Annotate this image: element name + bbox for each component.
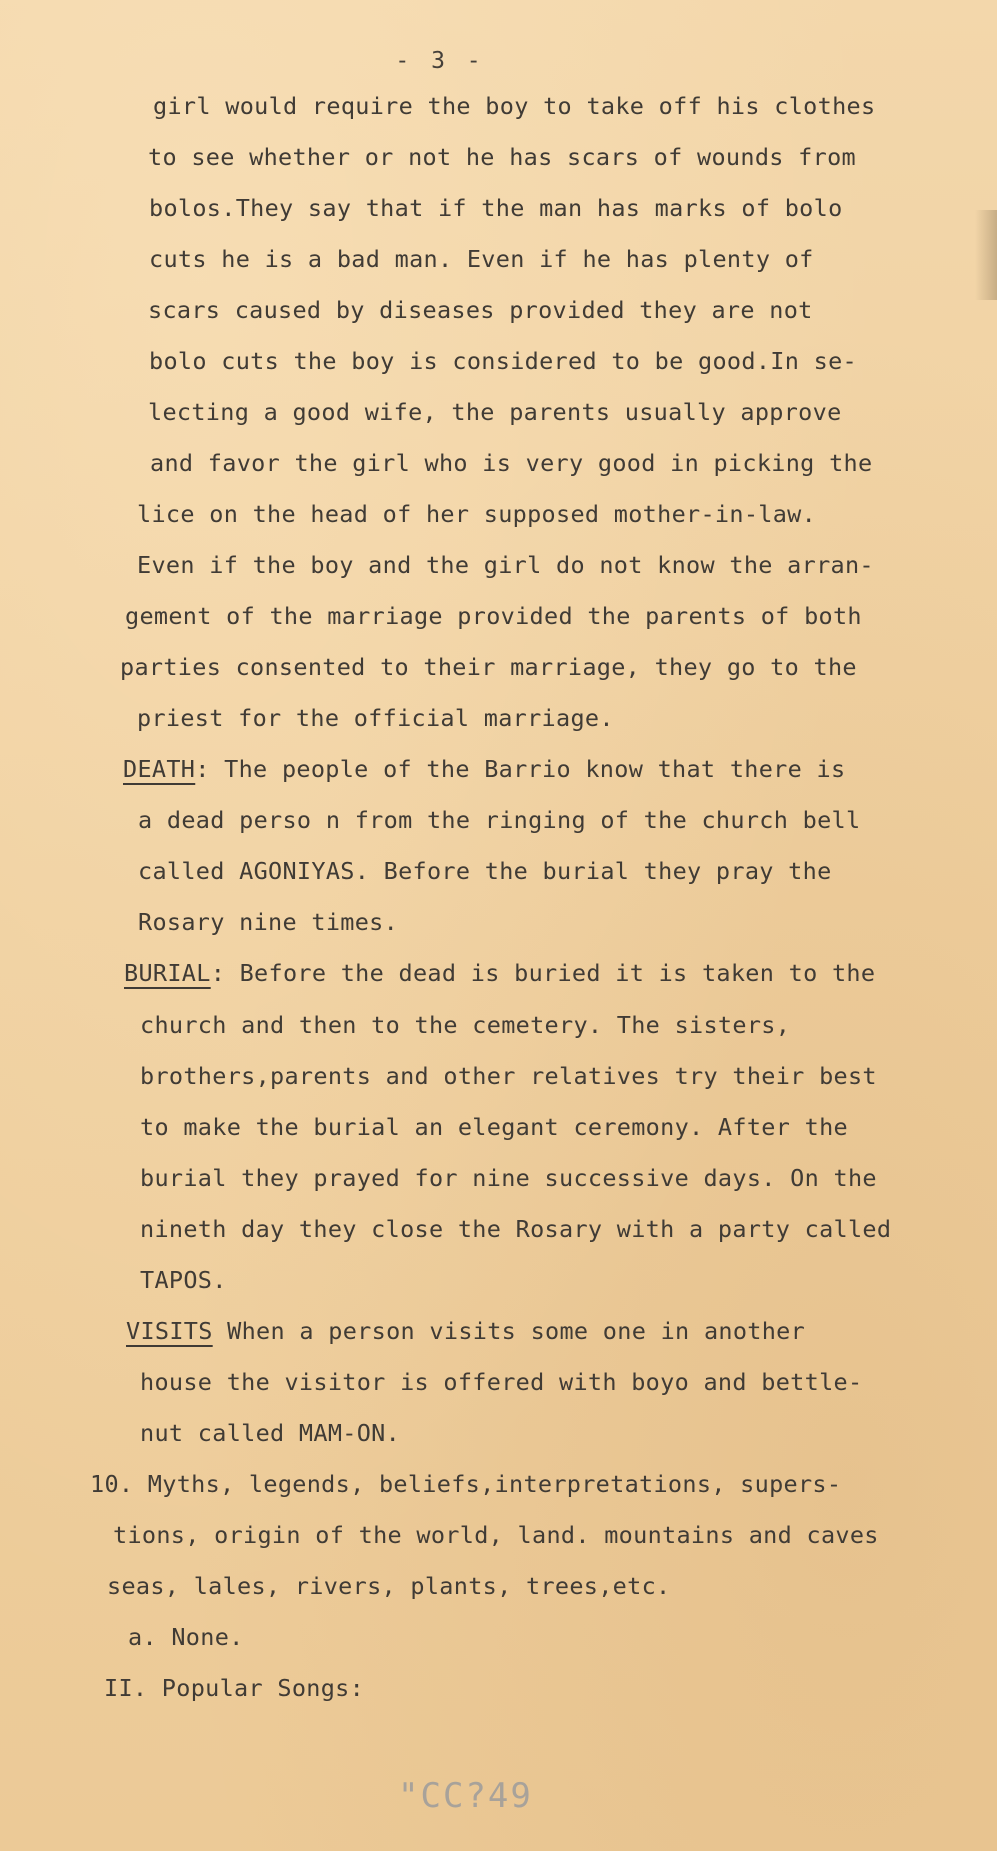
text-line: 10. Myths, legends, beliefs,interpretations, supers- [90,1470,842,1498]
text-line: a. None. [128,1623,244,1651]
section-visits [126,1317,805,1345]
section-heading-burial: BURIAL [124,959,211,987]
text-line: Even if the boy and the girl do not know the arran- [137,551,874,579]
text-line: brothers,parents and other relatives try their best [140,1062,877,1090]
text-line: gement of the marriage provided the parents of both [125,602,862,630]
text-line: girl would require the boy to take off his clothes [153,92,876,120]
text-line: and favor the girl who is very good in picking the [150,449,873,477]
text-line: to see whether or not he has scars of wounds from [148,143,856,171]
text-line: seas, lales, rivers, plants, trees,etc. [107,1572,671,1600]
text-line: When a person visits some one in another [212,1317,806,1345]
text-line: TAPOS. [140,1266,227,1294]
text-line: II. Popular Songs: [104,1674,365,1702]
text-line: lecting a good wife, the parents usually approve [148,398,842,426]
text-line: tions, origin of the world, land. mountains and caves [113,1521,879,1549]
page-number: - 3 - [395,48,485,74]
text-line: house the visitor is offered with boyo and bettle- [140,1368,863,1396]
text-line: : Before the dead is buried it is taken to the [210,959,876,987]
archive-stamp: "CC?49 [398,1776,533,1816]
text-line: parties consented to their marriage, they go to the [120,653,857,681]
text-line: nut called MAM-ON. [140,1419,401,1447]
text-line: lice on the head of her supposed mother-in-law. [137,500,817,528]
text-line: church and then to the cemetery. The sisters, [140,1011,791,1039]
text-line: bolo cuts the boy is considered to be good.In se- [149,347,857,375]
text-line: : The people of the Barrio know that there is [195,755,846,783]
text-line: priest for the official marriage. [137,704,614,732]
text-line: burial they prayed for nine successive days. On the [140,1164,877,1192]
text-line: bolos.They say that if the man has marks of bolo [149,194,843,222]
section-heading-visits: VISITS [126,1317,213,1345]
text-line: cuts he is a bad man. Even if he has plenty of [149,245,814,273]
section-burial [124,959,875,987]
text-line: called AGONIYAS. Before the burial they pray the [138,857,832,885]
section-death [123,755,845,783]
section-heading-death: DEATH [123,755,196,783]
text-line: Rosary nine times. [138,908,399,936]
page-edge-shadow [975,210,997,300]
text-line: scars caused by diseases provided they are not [148,296,813,324]
text-line: a dead perso n from the ringing of the church bell [138,806,861,834]
text-line: nineth day they close the Rosary with a party called [140,1215,892,1243]
text-line: to make the burial an elegant ceremony. After the [140,1113,848,1141]
